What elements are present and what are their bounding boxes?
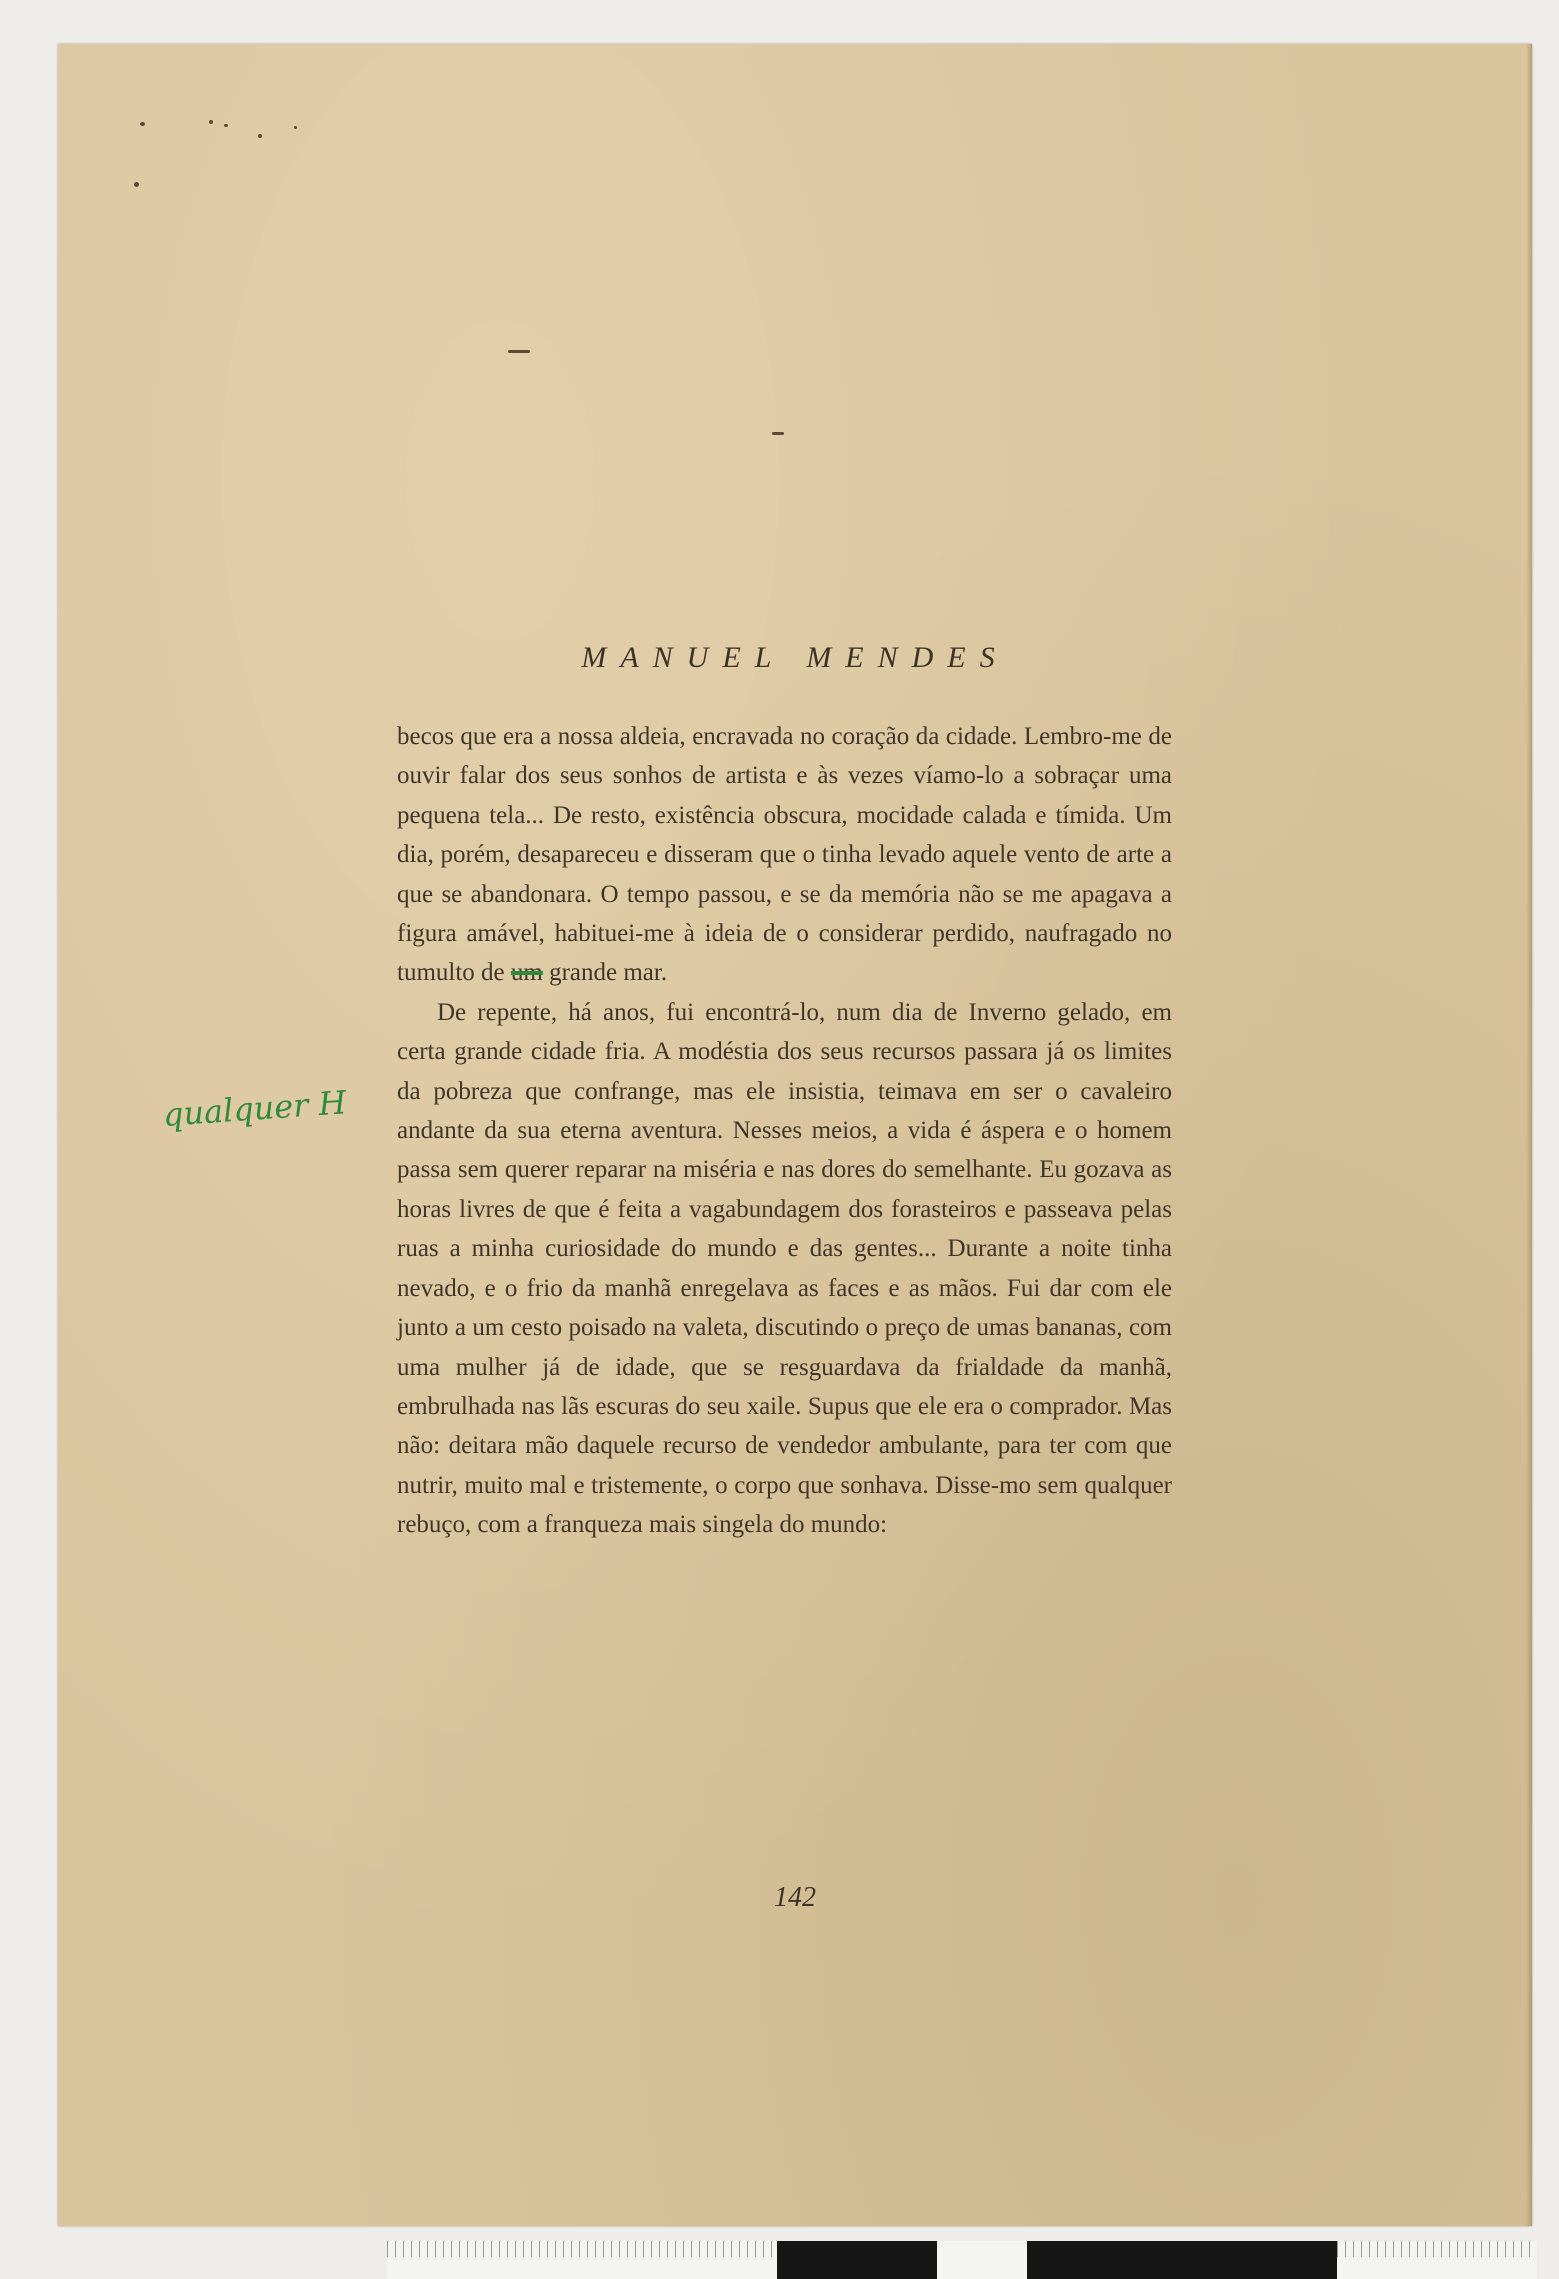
scale-white-segment xyxy=(937,2241,1027,2279)
paragraph-text: becos que era a nossa aldeia, encravada no coração da cidade. Lembro-me de ouvir falar dos seus sonhos de artista e às vezes víamo-lo a sobraçar uma pequena tela... De resto, existência obscura, mocidade calada e tímida. Um dia, porém, desapareceu e disseram que o tinha levado aquele vento de arte a que se abandonara. O tempo passou, e se da memória não se me apagava a figura amável, habituei-me à ideia de o considerar perdido, naufragado no tumulto de xyxy=(397,723,1172,987)
document-page xyxy=(58,44,1532,2226)
page-number: 142 xyxy=(774,1882,816,1913)
paragraph xyxy=(397,717,1172,993)
paper-speck xyxy=(508,350,530,353)
paper-speck xyxy=(772,432,784,435)
paragraph-text: grande mar. xyxy=(542,959,668,987)
body-text xyxy=(397,717,1172,1545)
paper-speck xyxy=(134,182,139,187)
paper-speck xyxy=(258,134,262,138)
scale-black-segment xyxy=(1027,2241,1337,2279)
paragraph: De repente, há anos, fui encontrá-lo, num dia de Inverno gelado, em certa grande cidade fria. A modéstia dos seus recursos passara já os limites da pobreza que confrange, mas ele insistia, teimava em ser o cavaleiro andante da sua eterna aventura. Nesses meios, a vida é áspera e o homem passa sem querer reparar na miséria e nas dores do semelhante. Eu gozava as horas livres de que é feita a vagabundagem dos forasteiros e passeava pelas ruas a minha curiosidade do mundo e das gentes... Durante a noite tinha nevado, e o frio da manhã enregelava as faces e as mãos. Fui dar com ele junto a um cesto poisado na valeta, discutindo o preço de umas bananas, com uma mulher já de idade, que se resguardava da frialdade da manhã, embrulhada nas lãs escuras do seu xaile. Supus que ele era o comprador. Mas não: deitara mão daquele recurso de vendedor ambulante, para ter com que nutrir, muito mal e tristemente, o corpo que sonhava. Disse-mo sem qualquer rebuço, com a franqueza mais singela do mundo: xyxy=(397,998,1172,1539)
struck-word: um xyxy=(510,959,543,987)
paper-speck xyxy=(294,126,297,129)
scale-ruler-segment xyxy=(387,2241,777,2279)
scale-ruler-segment xyxy=(1337,2241,1537,2279)
paper-speck xyxy=(140,122,145,126)
paper-speck xyxy=(209,120,213,124)
running-head: MANUEL MENDES xyxy=(581,641,1009,674)
color-scale-bar xyxy=(387,2241,1537,2279)
handwritten-margin-note: qualquer H xyxy=(161,1083,348,1134)
scale-black-segment xyxy=(777,2241,937,2279)
paper-speck xyxy=(224,124,228,127)
